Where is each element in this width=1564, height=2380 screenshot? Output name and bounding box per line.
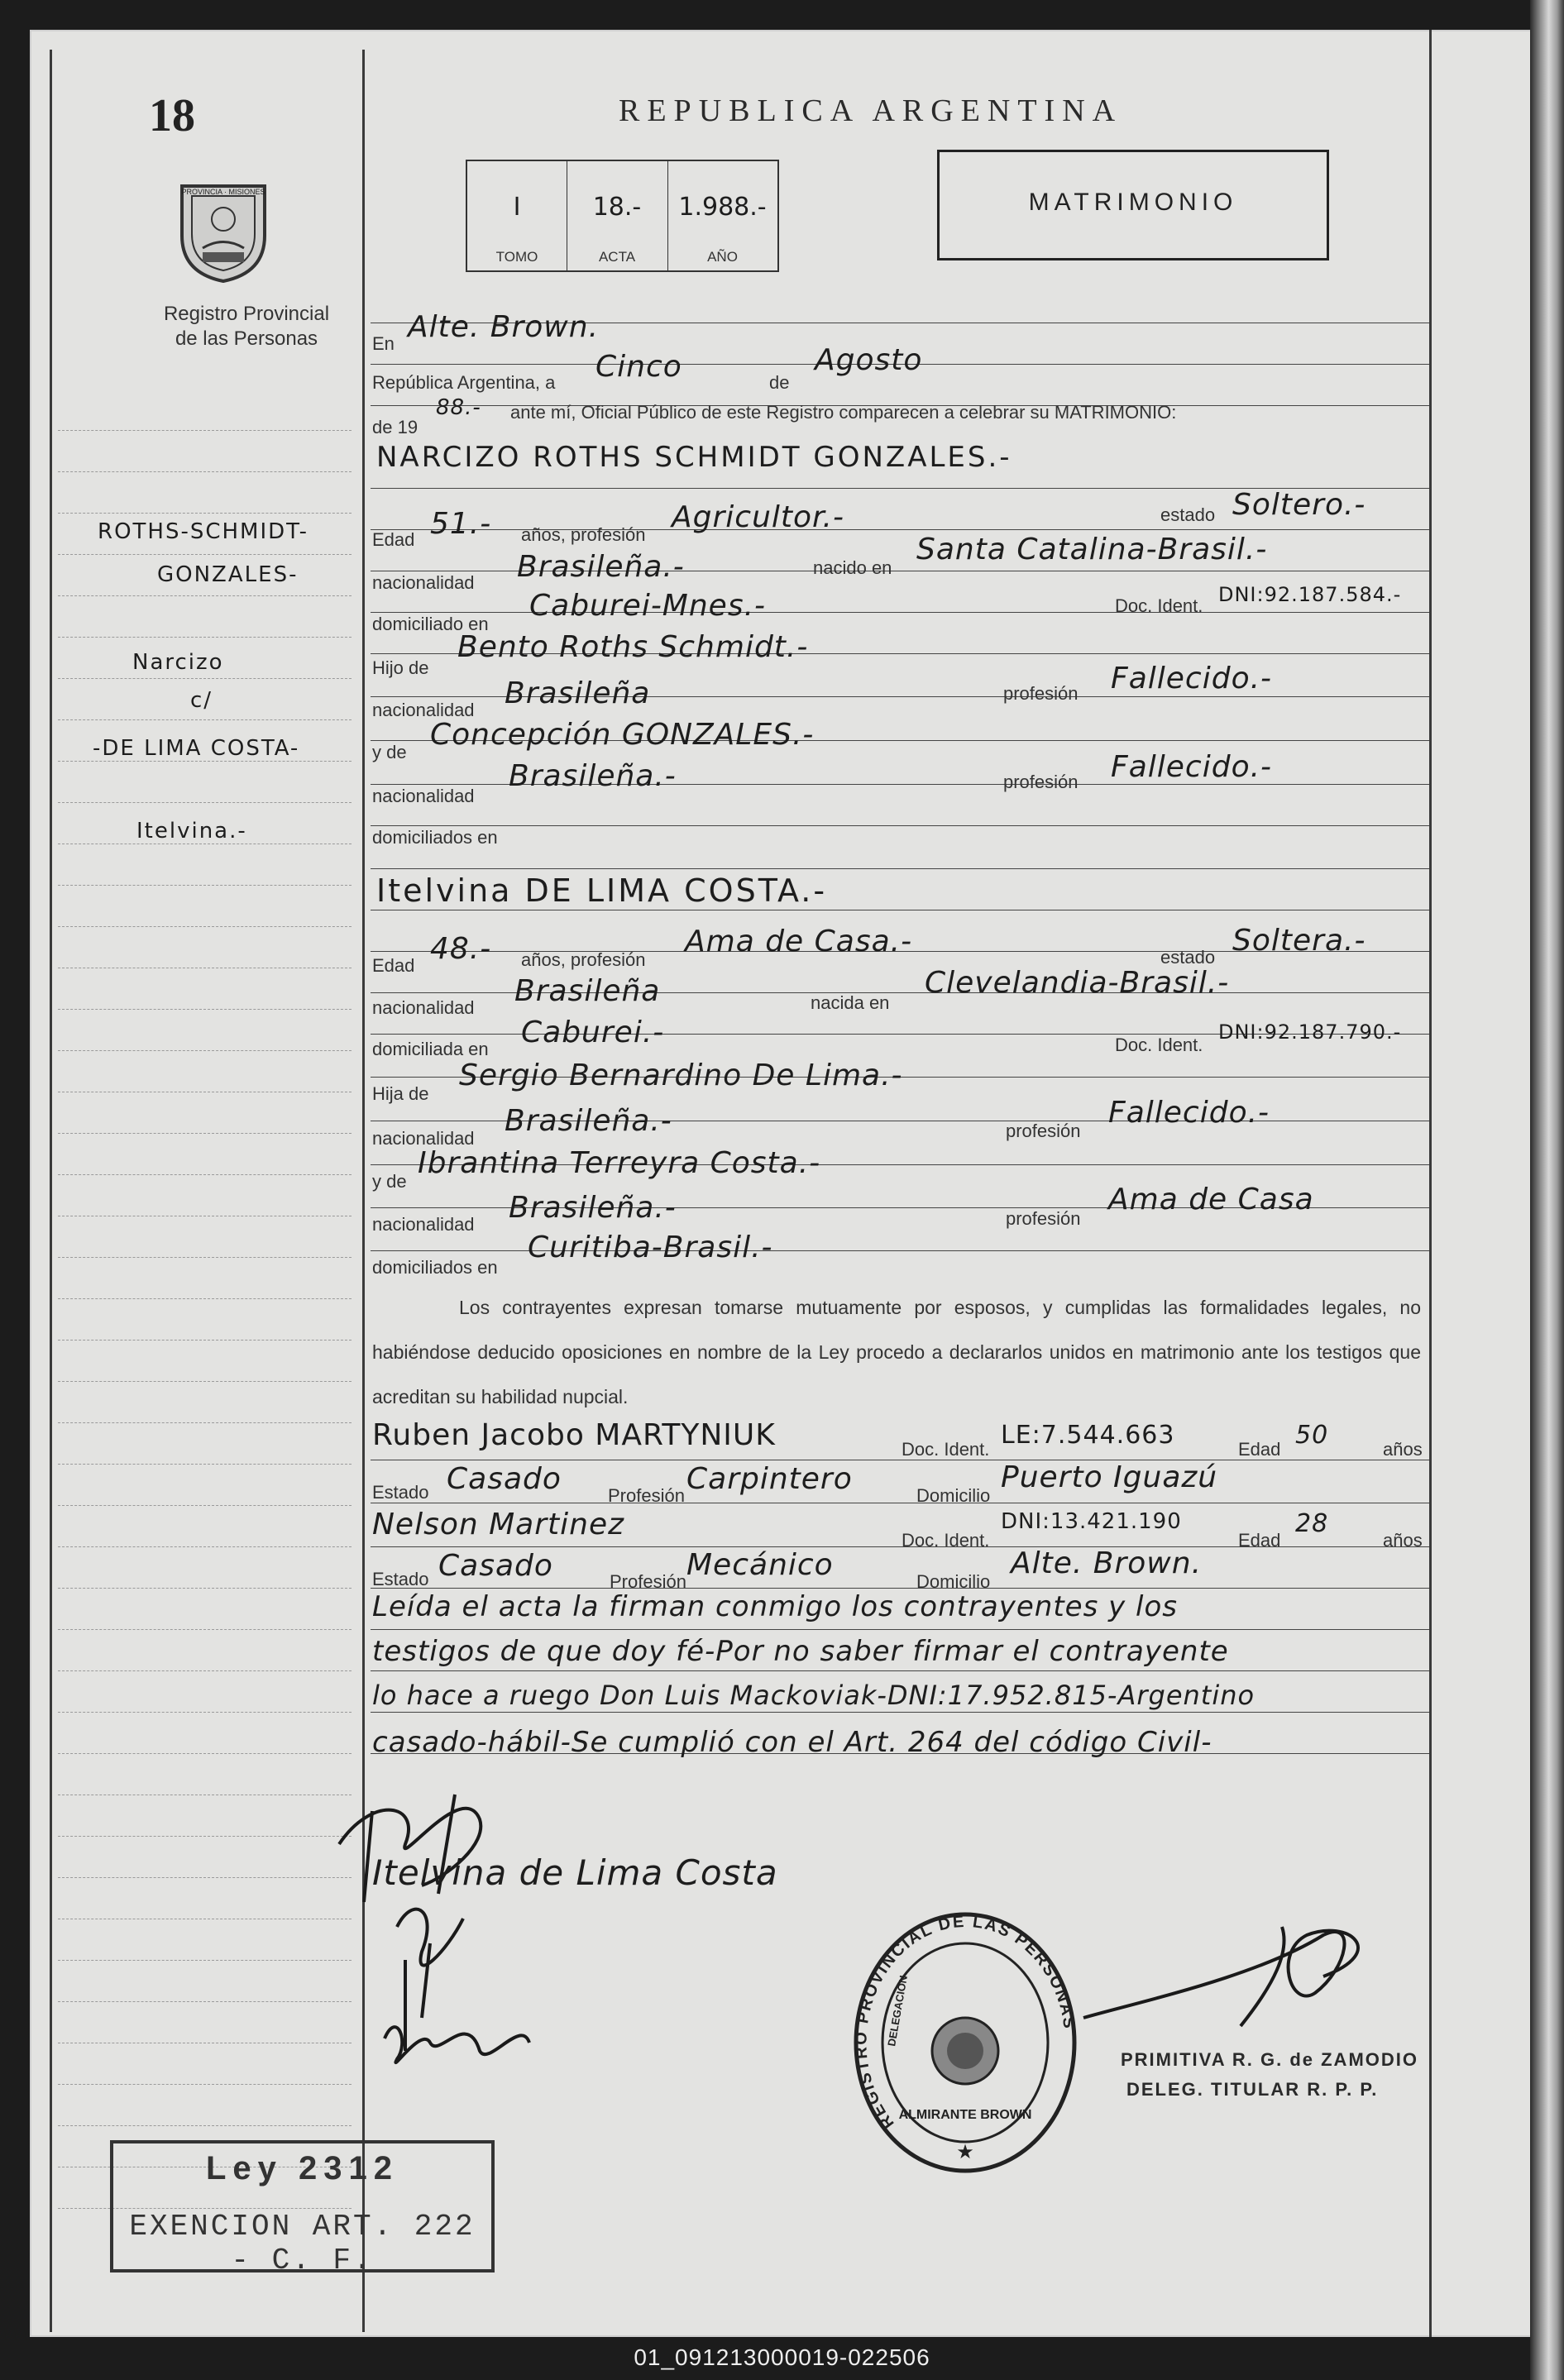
ano-value: 1.988.-	[678, 193, 767, 222]
bride-profession: Ama de Casa.-	[685, 925, 913, 958]
republica-label: República Argentina, a	[372, 372, 556, 393]
groom-edad-label: Edad	[372, 529, 415, 550]
witness-2-domicilio-label: Domicilio	[916, 1571, 991, 1592]
year-suffix: 88.-	[436, 395, 481, 420]
official-name: PRIMITIVA R. G. de ZAMODIO	[1121, 2049, 1418, 2070]
groom-estado-label: estado	[1160, 504, 1216, 525]
law-text: Ley 2312	[205, 2150, 399, 2186]
margin-ruled-line	[58, 637, 352, 638]
official-title: DELEG. TITULAR R. P. P.	[1126, 2079, 1379, 2100]
groom-anos-profesion-label: años, profesión	[521, 524, 646, 545]
tomo-cell	[467, 161, 567, 270]
margin-ruled-line	[58, 1340, 352, 1341]
margin-ruled-line	[58, 1298, 352, 1299]
groom-profession: Agricultor.-	[672, 500, 844, 534]
groom-domicile: Caburei-Mnes.-	[529, 589, 767, 623]
witness-2-status: Casado	[438, 1549, 553, 1583]
groom-birthplace: Santa Catalina-Brasil.-	[916, 533, 1268, 566]
groom-mother-nac-label: nacionalidad	[372, 786, 475, 806]
groom-nacionalidad-label: nacionalidad	[372, 572, 475, 593]
margin-ruled-line	[58, 1505, 352, 1506]
witness-1-doc: LE:7.544.663	[1001, 1421, 1175, 1450]
margin-ruled-line	[58, 2001, 352, 2002]
margin-ruled-line	[58, 1133, 352, 1134]
bride-edad-label: Edad	[372, 955, 415, 976]
witness-2-profession: Mecánico	[686, 1548, 834, 1582]
bride-nacida-label: nacida en	[811, 992, 890, 1013]
witness-2-domicile: Alte. Brown.	[1011, 1546, 1203, 1580]
form-rule-line	[371, 1670, 1429, 1671]
closing-line-4: casado-hábil-Se cumplió con el Art. 264 del código Civil-	[372, 1726, 1212, 1759]
witness-1-name: Ruben Jacobo MARTYNIUK	[372, 1418, 776, 1452]
seal-text: PROVINCIA · MISIONES	[181, 188, 265, 196]
margin-ruled-line	[58, 1629, 352, 1630]
groom-name: NARCIZO ROTHS SCHMIDT GONZALES.-	[376, 441, 1012, 474]
bride-name: Itelvina DE LIMA COSTA.-	[376, 872, 828, 909]
hijo-de-label: Hijo de	[372, 657, 429, 678]
hija-de-label: Hija de	[372, 1083, 429, 1104]
place-value: Alte. Brown.	[408, 310, 600, 344]
margin-ruled-line	[58, 719, 352, 720]
groom-father-profession: Fallecido.-	[1111, 662, 1273, 695]
document-title: REPUBLICA ARGENTINA	[619, 93, 1123, 128]
margin-ruled-line	[58, 678, 352, 679]
margin-ruled-line	[58, 1877, 352, 1878]
bride-doc: DNI:92.187.790.-	[1218, 1020, 1402, 1044]
bride-doc-label: Doc. Ident.	[1115, 1035, 1203, 1055]
witness-2-anos-label: años	[1383, 1530, 1423, 1551]
bride-age: 48.-	[430, 932, 492, 966]
witness-1-anos-label: años	[1383, 1439, 1423, 1460]
bride-father-prof-label: profesión	[1006, 1121, 1081, 1141]
oficial-text: ante mí, Oficial Público de este Registro comparecen a celebrar su MATRIMONIO:	[510, 402, 1177, 423]
margin-left-rule	[50, 50, 52, 2332]
bride-domicile: Caburei.-	[521, 1016, 665, 1049]
law-stamp	[110, 2140, 495, 2277]
witness-2-doc-label: Doc. Ident.	[902, 1530, 990, 1551]
witness-1-status: Casado	[447, 1462, 562, 1496]
seal-left-text: DELEGACION	[885, 1974, 911, 2048]
bride-father: Sergio Bernardino De Lima.-	[459, 1059, 903, 1092]
bride-father-nac-label: nacionalidad	[372, 1128, 475, 1149]
groom-y-de-label: y de	[372, 742, 407, 762]
declaration-text	[372, 1285, 1421, 1419]
margin-ruled-line	[58, 1381, 352, 1382]
margin-ruled-line	[58, 802, 352, 803]
registry-round-stamp	[852, 1910, 1079, 2183]
witness-1-doc-label: Doc. Ident.	[902, 1439, 990, 1460]
closing-line-3: lo hace a ruego Don Luis Mackoviak-DNI:17.952.815-Argentino	[372, 1680, 1256, 1711]
year-prefix: de 19	[372, 417, 419, 437]
margin-ruled-line	[58, 1009, 352, 1010]
margin-line-1: ROTHS-SCHMIDT-	[98, 519, 309, 544]
provincial-seal-icon	[165, 170, 281, 285]
groom-father-nac-label: nacionalidad	[372, 700, 475, 720]
groom-doc: DNI:92.187.584.-	[1218, 583, 1402, 606]
bride-mother-prof-label: profesión	[1006, 1208, 1081, 1229]
margin-line-2: GONZALES-	[157, 562, 299, 587]
declaration-body: Los contrayentes expresan tomarse mutuamente por esposos, y cumplidas las formalidades legales, no habiéndose deducido oposiciones en nombre de la Ley procedo a declararlos unidos en matrimonio ante los testigos que acreditan su habilidad nupcial.	[372, 1297, 1421, 1407]
margin-line-4: c/	[190, 688, 213, 713]
groom-civil-status: Soltero.-	[1232, 488, 1366, 522]
margin-ruled-line	[58, 1670, 352, 1671]
signatures-area	[323, 1745, 670, 2134]
margin-ruled-line	[58, 513, 352, 514]
exemption-text: EXENCION ART. 222 - C. F.	[129, 2210, 476, 2277]
margin-line-3: Narcizo	[132, 650, 224, 675]
groom-parents-dom-label: domiciliados en	[372, 827, 498, 848]
ano-label: AÑO	[707, 249, 738, 265]
margin-ruled-line	[58, 1712, 352, 1713]
witness-2-edad-label: Edad	[1238, 1530, 1281, 1551]
registry-label	[116, 302, 377, 351]
witness-1-profession: Carpintero	[686, 1462, 853, 1496]
witness-1-domicile: Puerto Iguazú	[1001, 1460, 1218, 1494]
seal-bottom-text: ALMIRANTE BROWN	[898, 2108, 1032, 2122]
bride-y-de-label: y de	[372, 1171, 407, 1192]
bride-father-nationality: Brasileña.-	[505, 1104, 672, 1138]
act-type-label: MATRIMONIO	[1028, 189, 1238, 216]
bride-civil-status: Soltera.-	[1232, 924, 1366, 958]
witness-2-doc: DNI:13.421.190	[1001, 1509, 1182, 1534]
record-box	[466, 160, 779, 272]
margin-ruled-line	[58, 1464, 352, 1465]
official-signature	[1075, 1902, 1423, 2051]
acta-value: 18.-	[592, 193, 642, 222]
tomo-value: I	[513, 193, 521, 222]
form-rule-line	[371, 1712, 1429, 1713]
en-label: En	[372, 333, 395, 354]
margin-ruled-line	[58, 2125, 352, 2126]
bride-father-profession: Fallecido.-	[1108, 1096, 1270, 1130]
margin-ruled-line	[58, 430, 352, 431]
book-binding-edge	[1530, 0, 1564, 2380]
margin-ruled-line	[58, 1422, 352, 1423]
margin-ruled-line	[58, 1588, 352, 1589]
groom-doc-label: Doc. Ident.	[1115, 595, 1203, 616]
groom-mother-nationality: Brasileña.-	[509, 759, 677, 793]
groom-father-prof-label: profesión	[1003, 683, 1079, 704]
margin-ruled-line	[58, 1960, 352, 1961]
margin-ruled-line	[58, 1546, 352, 1547]
ano-cell	[667, 161, 777, 270]
star-icon: ★	[956, 2141, 974, 2163]
month-value: Agosto	[815, 343, 923, 377]
bride-estado-label: estado	[1160, 947, 1216, 968]
acta-label: ACTA	[598, 249, 636, 265]
bride-mother: Ibrantina Terreyra Costa.-	[418, 1146, 821, 1180]
margin-ruled-line	[58, 1836, 352, 1837]
de-label: de	[769, 372, 790, 393]
witness-1-edad-label: Edad	[1238, 1439, 1281, 1460]
bride-birthplace: Clevelandia-Brasil.-	[925, 966, 1230, 1000]
witness-2-profesion-label: Profesión	[610, 1571, 686, 1592]
groom-domicilio-label: domiciliado en	[372, 614, 489, 634]
groom-nationality: Brasileña.-	[517, 550, 685, 584]
margin-ruled-line	[58, 554, 352, 555]
witness-2-age: 28	[1295, 1509, 1329, 1538]
margin-ruled-line	[58, 761, 352, 762]
bride-anos-profesion-label: años, profesión	[521, 949, 646, 970]
margin-ruled-line	[58, 1050, 352, 1051]
witness-1-age: 50	[1295, 1421, 1329, 1450]
margin-ruled-line	[58, 595, 352, 596]
margin-ruled-line	[58, 885, 352, 886]
groom-mother: Concepción GONZALES.-	[430, 718, 815, 752]
bride-mother-nac-label: nacionalidad	[372, 1214, 475, 1235]
witness-2-estado-label: Estado	[372, 1569, 429, 1589]
tomo-label: TOMO	[495, 249, 538, 265]
witness-2-name: Nelson Martinez	[372, 1508, 625, 1541]
act-type-box	[937, 150, 1329, 260]
seal-ring-text: REGISTRO PROVINCIAL DE LAS PERSONAS	[852, 1912, 1079, 2133]
margin-ruled-line	[58, 2084, 352, 2085]
day-value: Cinco	[595, 350, 682, 384]
bride-parents-dom-label: domiciliados en	[372, 1257, 498, 1278]
margin-ruled-line	[58, 1257, 352, 1258]
closing-line-2: testigos de que doy fé-Por no saber firmar el contrayente	[372, 1635, 1229, 1668]
margin-ruled-line	[58, 1174, 352, 1175]
margin-ruled-line	[58, 1753, 352, 1754]
page-number: 18	[149, 90, 195, 141]
witness-1-estado-label: Estado	[372, 1482, 429, 1503]
groom-father: Bento Roths Schmidt.-	[457, 630, 809, 664]
groom-mother-profession: Fallecido.-	[1111, 750, 1273, 784]
margin-ruled-line	[58, 471, 352, 472]
margin-line-6: Itelvina.-	[136, 819, 247, 844]
groom-age: 51.-	[430, 507, 492, 541]
form-rule-line	[371, 1629, 1429, 1630]
bride-parents-domicile: Curitiba-Brasil.-	[528, 1231, 773, 1264]
bride-domicilio-label: domiciliada en	[372, 1039, 489, 1059]
bride-mother-profession: Ama de Casa	[1108, 1183, 1314, 1216]
bride-nationality: Brasileña	[514, 974, 661, 1008]
file-name-footer: 01_091213000019-022506	[634, 2344, 930, 2370]
groom-father-nationality: Brasileña	[505, 676, 651, 710]
acta-cell	[567, 161, 668, 270]
registry-label-text: Registro Provincial de las Personas	[163, 303, 330, 350]
margin-ruled-line	[58, 926, 352, 927]
form-rule-line	[371, 868, 1429, 869]
form-rule-line	[371, 825, 1429, 826]
groom-mother-prof-label: profesión	[1003, 772, 1079, 792]
form-rule-line	[371, 1588, 1429, 1589]
closing-line-1: Leída el acta la firman conmigo los contrayentes y los	[372, 1590, 1179, 1623]
witness-1-profesion-label: Profesión	[608, 1485, 685, 1506]
groom-nacido-label: nacido en	[813, 557, 892, 578]
bride-nacionalidad-label: nacionalidad	[372, 997, 475, 1018]
margin-line-5: -DE LIMA COSTA-	[93, 736, 300, 761]
right-border-rule	[1429, 30, 1432, 2337]
witness-1-domicilio-label: Domicilio	[916, 1485, 991, 1506]
bride-mother-nationality: Brasileña.-	[509, 1191, 677, 1225]
bride-signature: Itelvina de Lima Costa	[372, 1852, 778, 1893]
